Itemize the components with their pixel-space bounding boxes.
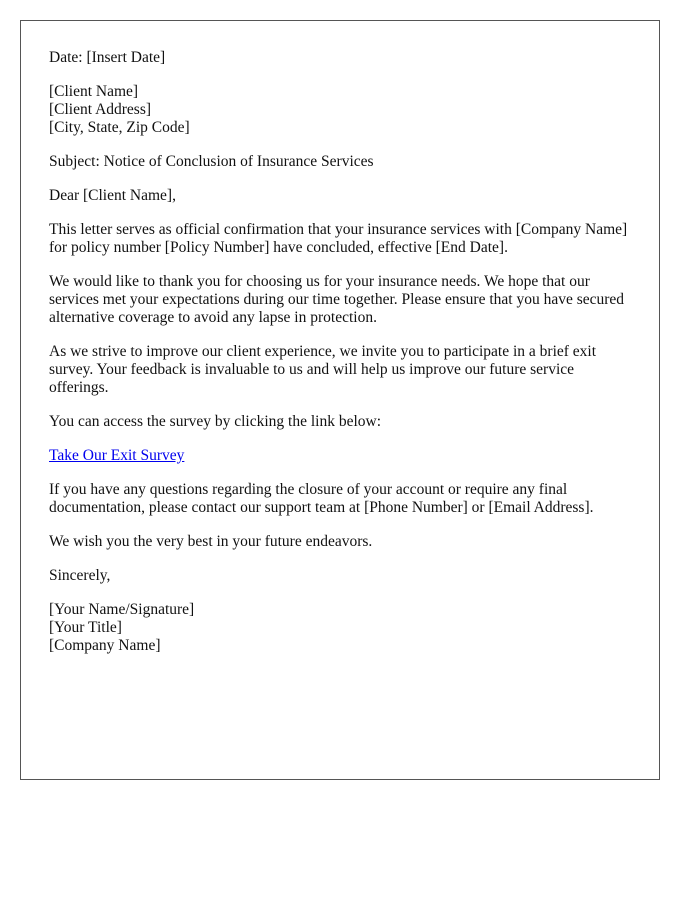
subject-line: Subject: Notice of Conclusion of Insurance Services [49, 153, 374, 170]
client-name: [Client Name] [49, 83, 139, 100]
letter-container [20, 20, 660, 780]
well-wishes-paragraph: We wish you the very best in your future endeavors. [49, 533, 373, 550]
greeting: Dear [Client Name], [49, 187, 176, 204]
survey-access-paragraph: You can access the survey by clicking the link below: [49, 413, 382, 430]
contact-paragraph: If you have any questions regarding the closure of your account or require any final documentation, please contact our support team at [Phone Number] or [Email Address]. [49, 481, 594, 516]
survey-link-paragraph [49, 447, 631, 465]
sender-company: [Company Name] [49, 637, 161, 654]
sender-signature: [Your Name/Signature] [49, 601, 195, 618]
confirmation-paragraph: This letter serves as official confirmation that your insurance services with [Company Name] for policy number [Policy Number] have concluded, effective [End Date]. [49, 221, 628, 256]
signature-block [49, 601, 631, 655]
survey-invitation-paragraph: As we strive to improve our client experience, we invite you to participate in a brief exit survey. Your feedback is invaluable to us and will help us improve our future service offerings. [49, 343, 597, 396]
thank-you-paragraph: We would like to thank you for choosing us for your insurance needs. We hope that our services met your expectations during our time together. Please ensure that you have secured alternative coverage to avoid any lapse in protection. [49, 273, 625, 326]
sender-title: [Your Title] [49, 619, 122, 636]
exit-survey-link[interactable]: Take Our Exit Survey [49, 447, 185, 464]
client-address: [Client Address] [49, 101, 152, 118]
closing: Sincerely, [49, 567, 111, 584]
date-line: Date: [Insert Date] [49, 49, 166, 66]
client-city-state-zip: [City, State, Zip Code] [49, 119, 190, 136]
client-address-block [49, 83, 631, 137]
